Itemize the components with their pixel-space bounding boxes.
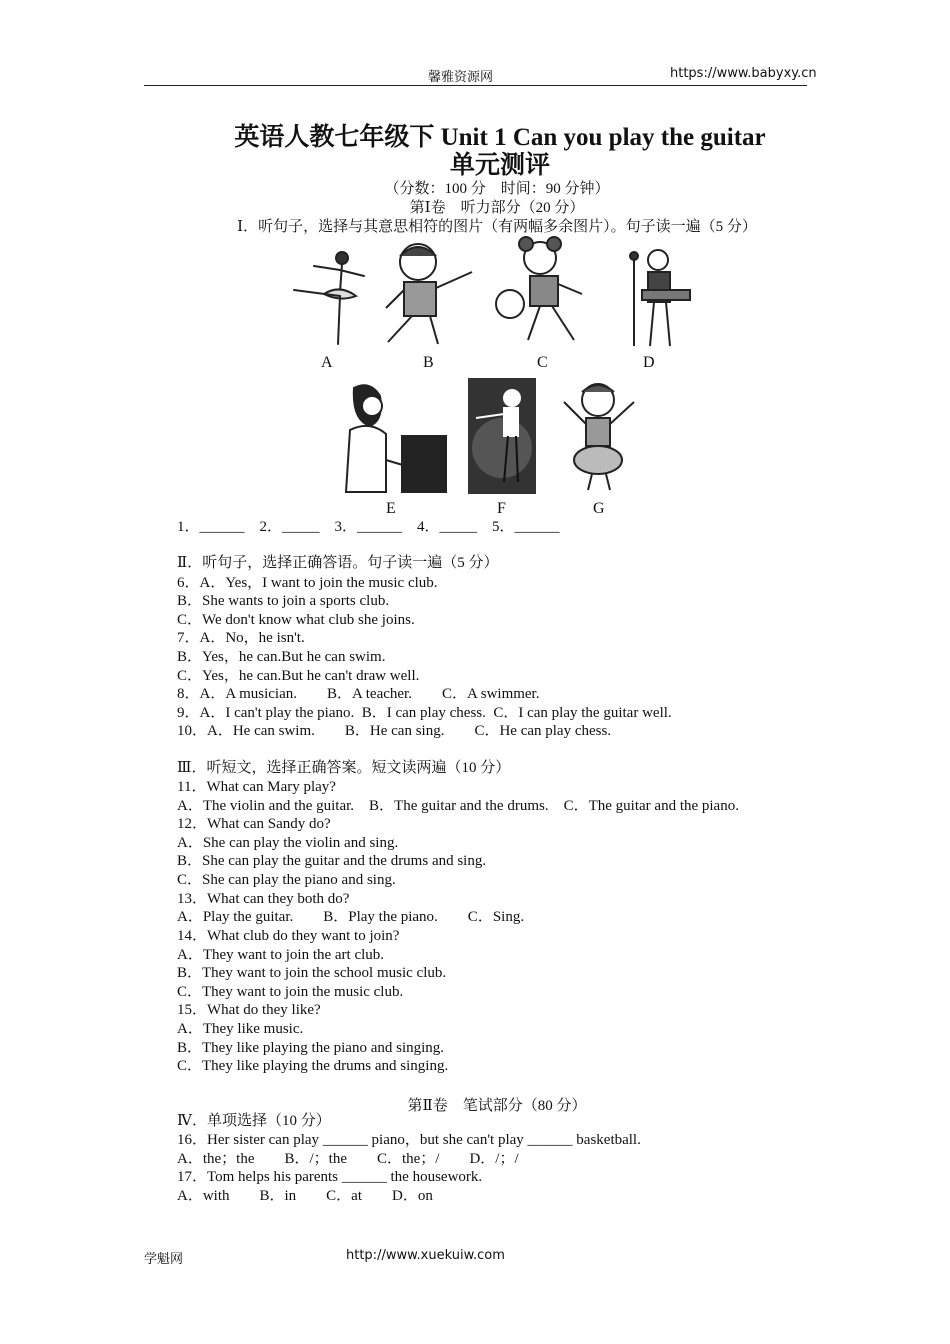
drummer-boy-image: [554, 378, 644, 494]
question-line: 12．What can Sandy do?: [177, 816, 331, 832]
section4-instruction: Ⅳ．单项选择（10 分）: [177, 1113, 331, 1129]
answer-blanks: 1．______ 2．_____ 3．______ 4．_____ 5．______: [177, 519, 560, 535]
question-line: 11．What can Mary play?: [177, 779, 336, 795]
question-line: 8．A．A musician. B．A teacher. C．A swimmer.: [177, 686, 540, 702]
image-label-a: A: [321, 354, 333, 371]
score-time: （分数：100 分 时间：90 分钟）: [384, 181, 610, 197]
karate-boy-image: [378, 238, 478, 350]
question-line: C．They want to join the music club.: [177, 984, 404, 1000]
question-line: 17．Tom helps his parents ______ the housework.: [177, 1169, 483, 1185]
part1-heading: 第Ⅰ卷 听力部分（20 分）: [409, 200, 585, 216]
question-line: B．They want to join the school music club.: [177, 965, 447, 981]
question-line: C．We don't know what club she joins.: [177, 612, 415, 628]
question-line: A．She can play the violin and sing.: [177, 835, 399, 851]
question-line: 16．Her sister can play ______ piano，but she can't play ______ basketball.: [177, 1132, 641, 1148]
image-label-g: G: [593, 500, 605, 517]
question-line: B．She wants to join a sports club.: [177, 593, 390, 609]
image-label-c: C: [537, 354, 548, 371]
page-subtitle: 单元测评: [449, 152, 550, 179]
header-divider: [144, 85, 807, 86]
header-site-name: 馨雅资源网: [428, 69, 494, 84]
image-label-f: F: [497, 500, 506, 517]
question-line: A．They like music.: [177, 1021, 304, 1037]
question-line: A．the；the B．/；the C．the；/ D．/；/: [177, 1151, 519, 1167]
question-line: C．She can play the piano and sing.: [177, 872, 396, 888]
part2-heading: 第Ⅱ卷 笔试部分（80 分）: [407, 1098, 587, 1114]
question-line: A．with B．in C．at D．on: [177, 1188, 433, 1204]
section2-instruction: Ⅱ．听句子，选择正确答语。句子读一遍（5 分）: [177, 555, 499, 571]
question-line: 6．A．Yes，I want to join the music club.: [177, 575, 438, 591]
section1-instruction: Ⅰ．听句子，选择与其意思相符的图片（有两幅多余图片）。句子读一遍（5 分）: [237, 219, 757, 235]
question-line: C．Yes，he can.But he can't draw well.: [177, 668, 420, 684]
footer-site-url[interactable]: http://www.xuekuiw.com: [346, 1248, 505, 1263]
question-line: 9．A．I can't play the piano. B．I can play chess. C．I can play the guitar well.: [177, 705, 672, 721]
question-line: 10．A．He can swim. B．He can sing. C．He can play chess.: [177, 723, 612, 739]
header-site-url[interactable]: https://www.babyxy.cn: [670, 66, 817, 81]
question-line: 14．What club do they want to join?: [177, 928, 400, 944]
piano-woman-image: [340, 380, 448, 494]
basketball-girl-image: [492, 236, 592, 350]
question-line: A．They want to join the art club.: [177, 947, 385, 963]
question-line: B．Yes，he can.But he can swim.: [177, 649, 386, 665]
question-line: C．They like playing the drums and singing.: [177, 1058, 449, 1074]
guitar-player-image: [620, 246, 694, 350]
image-label-b: B: [423, 354, 434, 371]
singer-image: [468, 378, 536, 494]
image-label-d: D: [643, 354, 655, 371]
question-line: B．They like playing the piano and singing.: [177, 1040, 445, 1056]
section3-instruction: Ⅲ．听短文，选择正确答案。短文读两遍（10 分）: [177, 760, 511, 776]
question-line: 13．What can they both do?: [177, 891, 350, 907]
ballet-dancer-image: [290, 246, 368, 350]
footer-site-name: 学魁网: [144, 1251, 184, 1266]
question-line: 7．A．No，he isn't.: [177, 630, 305, 646]
page-title: 英语人教七年级下 Unit 1 Can you play the guitar: [234, 124, 766, 151]
question-line: B．She can play the guitar and the drums and sing.: [177, 853, 487, 869]
image-label-e: E: [386, 500, 396, 517]
question-line: 15．What do they like?: [177, 1002, 321, 1018]
question-line: A．Play the guitar. B．Play the piano. C．Sing.: [177, 909, 525, 925]
question-line: A．The violin and the guitar. B．The guitar and the drums. C．The guitar and the piano.: [177, 798, 739, 814]
